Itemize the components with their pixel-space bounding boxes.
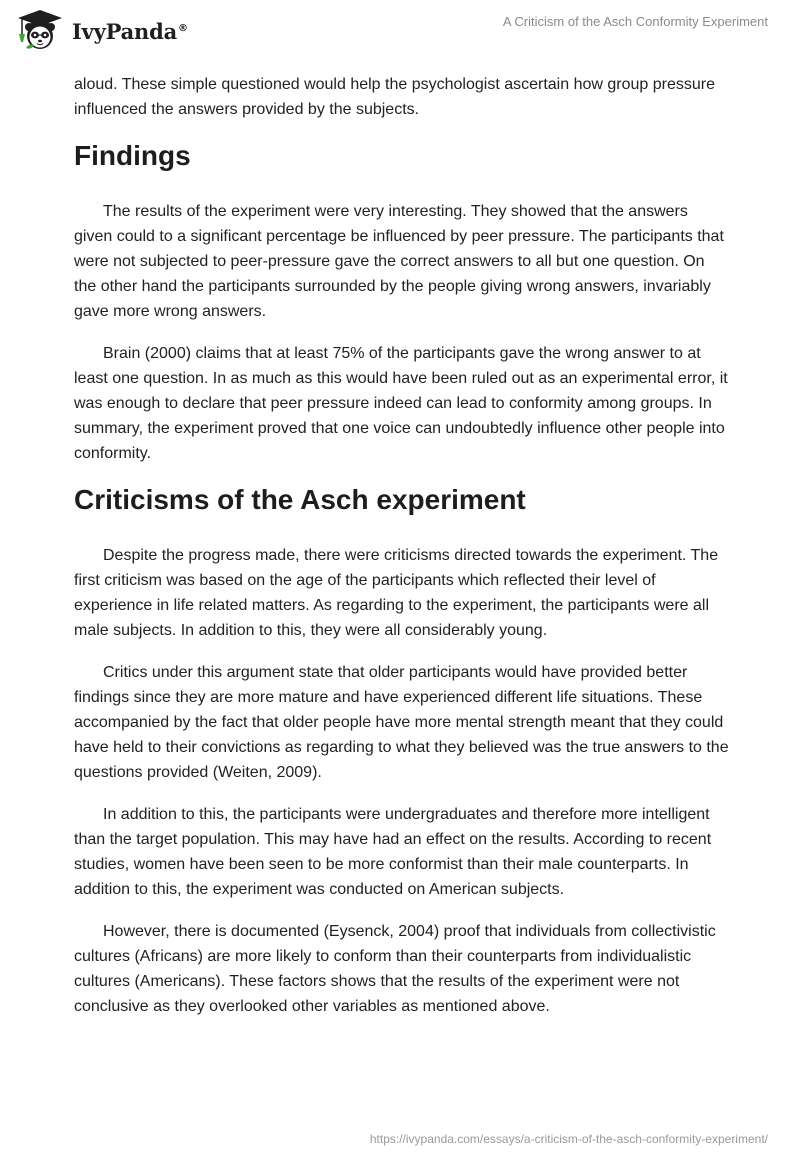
section-heading-findings: Findings [74, 140, 191, 171]
source-url[interactable]: https://ivypanda.com/essays/a-criticism-of-the-asch-conformity-experiment/ [369, 1132, 768, 1146]
page-header [0, 0, 800, 62]
logo-text: IvyPanda [72, 18, 178, 44]
ivypanda-logo[interactable] [14, 8, 188, 52]
criticisms-paragraph-3: In addition to this, the participants were undergraduates and therefore more intelligent than the target population. This may have had an effect on the results. According to recent studies, women have been seen to be more conformist than their male counterparts. In addition to this, the experiment was conducted on American subjects. [74, 806, 712, 898]
intro-paragraph: aloud. These simple questioned would help the psychologist ascertain how group pressure influenced the answers provided by the subjects. [74, 76, 715, 118]
panda-icon [14, 8, 66, 52]
criticisms-paragraph-2: Critics under this argument state that older participants would have provided better findings since they are more mature and have experienced different life situations. These accompanied by the fact that older people have more mental strength meant that they could have held to their convictions as regarding to what they believed was the true answers to the questions provided (Weiten, 2009). [74, 664, 729, 781]
criticisms-paragraph-4: However, there is documented (Eysenck, 2004) proof that individuals from collectivistic cultures (Africans) are more likely to conform than their counterparts from individualistic cultures (Americans). These factors shows that the results of the experiment were not conclusive as they overlooked other variables as mentioned above. [74, 923, 716, 1015]
registered-mark: ® [178, 22, 188, 34]
document-title: A Criticism of the Asch Conformity Experiment [502, 14, 768, 29]
criticisms-paragraph-1: Despite the progress made, there were criticisms directed towards the experiment. The first criticism was based on the age of the participants which reflected their level of experience in life related matters. As regarding to the experiment, the participants were all male subjects. In addition to this, they were all considerably young. [74, 547, 719, 639]
findings-paragraph-2: Brain (2000) claims that at least 75% of the participants gave the wrong answer to at least one question. In as much as this would have been ruled out as an experimental error, it was enough to declare that peer pressure indeed can lead to conformity among groups. In summary, the experiment proved that one voice can undoubtedly influence other people into conformity. [74, 345, 728, 462]
essay-content [74, 72, 730, 1036]
findings-paragraph-1: The results of the experiment were very interesting. They showed that the answers given could to a significant percentage be influenced by peer pressure. The participants that were not subjected to peer-pressure gave the correct answers to all but one question. On the other hand the participants surrounded by the people giving wrong answers, invariably gave more wrong answers. [74, 203, 724, 320]
section-heading-criticisms: Criticisms of the Asch experiment [74, 484, 526, 515]
